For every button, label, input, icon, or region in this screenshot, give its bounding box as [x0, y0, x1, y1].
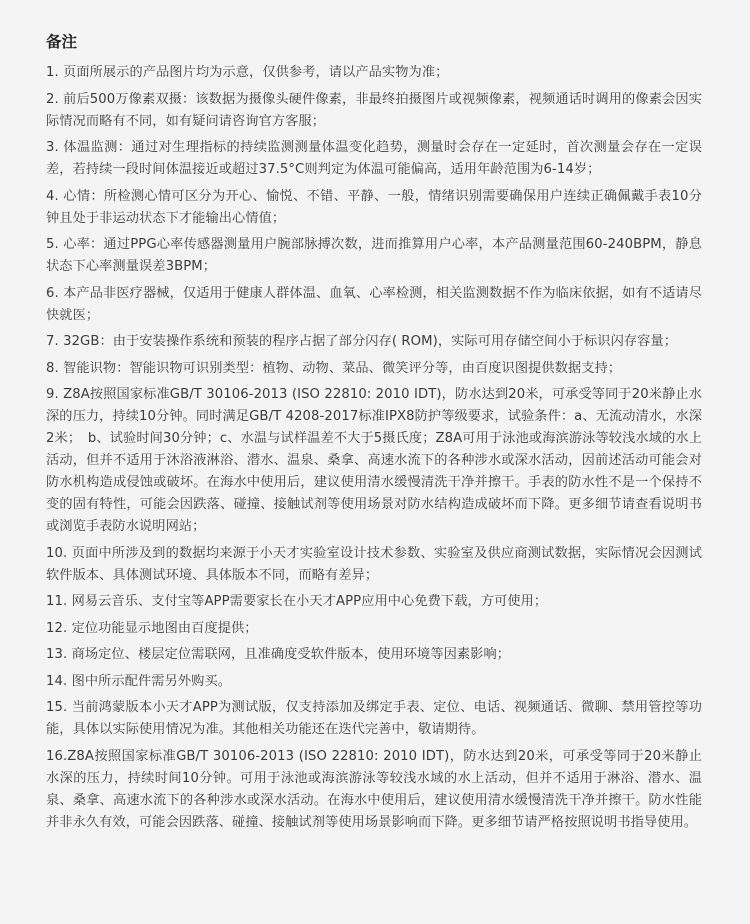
note-item: 11. 网易云音乐、支付宝等APP需要家长在小天才APP应用中心免费下载，方可使用；	[46, 594, 548, 609]
note-item: 8. 智能识物：智能识物可识别类型：植物、动物、菜品、微笑评分等，由百度识图提供数据支持；	[46, 360, 622, 376]
notes-list	[46, 62, 702, 834]
note-item: 13. 商场定位、楼层定位需联网，且准确度受软件版本，使用环境等因素影响；	[46, 647, 511, 662]
note-item: 7. 32GB：由于安装操作系统和预装的程序占据了部分闪存( ROM)，实际可用存储空间小于标识闪存容量；	[46, 334, 678, 349]
note-item: 1. 页面所展示的产品图片均为示意，仅供参考，请以产品实物为准；	[46, 65, 449, 80]
note-item: 6. 本产品非医疗器械，仅适用于健康人群体温、血氧、心率检测，相关监测数据不作为临床依据，如有不适请尽快就医；	[46, 285, 702, 323]
note-item: 2. 前后500万像素双摄：该数据为摄像头硬件像素，非最终拍摄图片或视频像素，视频通话时调用的像素会因实际情况而略有不同，如有疑问请咨询官方客服；	[46, 91, 702, 129]
note-item: 9. Z8A按照国家标准GB/T 30106-2013 (ISO 22810: 2010 IDT)，防水达到20米，可承受等同于20米静止水深的压力，持续10分钟。同时满足GB/T 4208-2017标准IPX8防护等级要求，试验条件：a、无流动清水，水深2米； b、试验时间30分钟；c、水温与试样温差不大于5摄氏度；Z8A可用于泳池或海滨游泳等较浅水域的水上活动，但并不适用于沐浴液淋浴、潜水、温泉、桑拿、高速水流下的各种涉水或深水活动，因前述活动可能会对防水机构造成侵蚀或破坏。在海水中使用后，建议使用清水缓慢清洗干净并擦干。手表的防水性不是一个保持不变的固有特性，可能会因跌落、碰撞、接触试剂等使用场景对防水结构造成破坏而下降。更多细节请查看说明书或浏览手表防水说明网站；	[46, 387, 702, 534]
note-item: 16.Z8A按照国家标准GB/T 30106-2013 (ISO 22810: 2010 IDT)，防水达到20米，可承受等同于20米静止水深的压力，持续时间10分钟。可用于泳池或海滨游泳等较浅水域的水上活动，但并不适用于淋浴、潜水、温泉、桑拿、高速水流下的各种涉水或深水活动。在海水中使用后，建议使用清水缓慢清洗干净并擦干。防水性能并非永久有效，可能会因跌落、碰撞、接触试剂等使用场景影响而下降。更多细节请严格按照说明书指导使用。	[46, 748, 702, 830]
note-item: 12. 定位功能显示地图由百度提供；	[46, 620, 258, 636]
notes-title: 备注	[46, 33, 78, 51]
note-item: 10. 页面中所涉及到的数据均来源于小天才实验室设计技术参数、实验室及供应商测试数据，实际情况会因测试软件版本、具体测试环境、具体版本不同，而略有差异；	[46, 545, 702, 583]
note-item: 3. 体温监测：通过对生理指标的持续监测测量体温变化趋势，测量时会存在一定延时，首次测量会存在一定误差，若持续一段时间体温接近或超过37.5°C则判定为体温可能偏高，适用年龄范围为6-14岁；	[46, 140, 702, 177]
note-item: 4. 心情：所检测心情可区分为开心、愉悦、不错、平静、一般，情绪识别需要确保用户连续正确佩戴手表10分钟且处于非运动状态下才能输出心情值；	[46, 188, 702, 226]
note-item: 15. 当前鸿蒙版本小天才APP为测试版，仅支持添加及绑定手表、定位、电话、视频通话、微聊、禁用管控等功能，具体以实际使用情况为准。其他相关功能还在迭代完善中，敬请期待。	[46, 700, 702, 737]
note-item: 14. 图中所示配件需另外购买。	[46, 673, 232, 689]
note-item: 5. 心率：通过PPG心率传感器测量用户腕部脉搏次数，进而推算用户心率，本产品测量范围60-240BPM，静息状态下心率测量误差3BPM；	[46, 237, 702, 274]
